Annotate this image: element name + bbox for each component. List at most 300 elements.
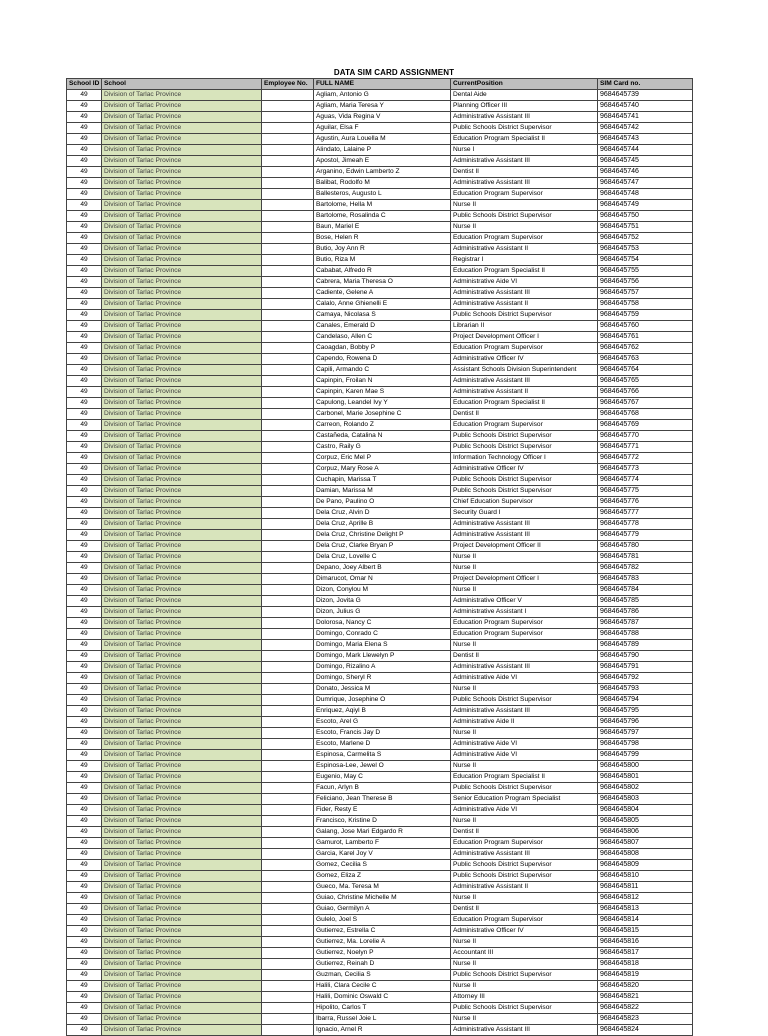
full-name-cell: Dela Cruz, Aprille B bbox=[314, 519, 451, 530]
table-row bbox=[67, 607, 693, 618]
position-cell: Administrative Assistant III bbox=[451, 662, 598, 673]
employee-no-cell bbox=[262, 354, 314, 365]
position-cell: Attorney III bbox=[451, 992, 598, 1003]
school-cell: Division of Tarlac Province bbox=[102, 321, 262, 332]
school-id-cell: 49 bbox=[67, 794, 102, 805]
table-row bbox=[67, 299, 693, 310]
table-row bbox=[67, 233, 693, 244]
table-row bbox=[67, 90, 693, 101]
sim-card-cell: 9684645823 bbox=[598, 1014, 693, 1025]
full-name-cell: Gulelo, Joel S bbox=[314, 915, 451, 926]
school-cell: Division of Tarlac Province bbox=[102, 739, 262, 750]
table-row bbox=[67, 739, 693, 750]
position-cell: Administrative Aide VI bbox=[451, 673, 598, 684]
school-id-cell: 49 bbox=[67, 574, 102, 585]
table-row bbox=[67, 310, 693, 321]
school-id-cell: 49 bbox=[67, 783, 102, 794]
school-cell: Division of Tarlac Province bbox=[102, 222, 262, 233]
table-row bbox=[67, 244, 693, 255]
school-id-cell: 49 bbox=[67, 695, 102, 706]
table-row bbox=[67, 508, 693, 519]
position-cell: Administrative Assistant III bbox=[451, 519, 598, 530]
school-id-cell: 49 bbox=[67, 409, 102, 420]
position-cell: Public Schools District Supervisor bbox=[451, 860, 598, 871]
school-id-cell: 49 bbox=[67, 332, 102, 343]
school-cell: Division of Tarlac Province bbox=[102, 90, 262, 101]
sim-card-cell: 9684645779 bbox=[598, 530, 693, 541]
school-id-cell: 49 bbox=[67, 992, 102, 1003]
sim-card-cell: 9684645777 bbox=[598, 508, 693, 519]
school-id-cell: 49 bbox=[67, 827, 102, 838]
full-name-cell: Capinpin, Froilan N bbox=[314, 376, 451, 387]
school-id-cell: 49 bbox=[67, 365, 102, 376]
school-cell: Division of Tarlac Province bbox=[102, 959, 262, 970]
school-cell: Division of Tarlac Province bbox=[102, 618, 262, 629]
employee-no-cell bbox=[262, 849, 314, 860]
school-id-cell: 49 bbox=[67, 871, 102, 882]
school-cell: Division of Tarlac Province bbox=[102, 574, 262, 585]
school-id-cell: 49 bbox=[67, 541, 102, 552]
sim-card-cell: 9684645809 bbox=[598, 860, 693, 871]
position-cell: Information Technology Officer I bbox=[451, 453, 598, 464]
full-name-cell: Gamurot, Lamberto F bbox=[314, 838, 451, 849]
school-id-cell: 49 bbox=[67, 915, 102, 926]
school-cell: Division of Tarlac Province bbox=[102, 728, 262, 739]
full-name-cell: Castañeda, Catalina N bbox=[314, 431, 451, 442]
sim-card-cell: 9684645818 bbox=[598, 959, 693, 970]
employee-no-cell bbox=[262, 596, 314, 607]
employee-no-cell bbox=[262, 145, 314, 156]
school-id-cell: 49 bbox=[67, 684, 102, 695]
employee-no-cell bbox=[262, 783, 314, 794]
school-cell: Division of Tarlac Province bbox=[102, 277, 262, 288]
school-id-cell: 49 bbox=[67, 893, 102, 904]
school-cell: Division of Tarlac Province bbox=[102, 915, 262, 926]
employee-no-cell bbox=[262, 750, 314, 761]
employee-no-cell bbox=[262, 574, 314, 585]
table-row bbox=[67, 409, 693, 420]
header-row bbox=[67, 79, 693, 90]
full-name-cell: Castro, Raily G bbox=[314, 442, 451, 453]
employee-no-cell bbox=[262, 673, 314, 684]
sim-card-cell: 9684645790 bbox=[598, 651, 693, 662]
table-row bbox=[67, 706, 693, 717]
employee-no-cell bbox=[262, 794, 314, 805]
position-cell: Project Development Officer I bbox=[451, 332, 598, 343]
school-id-cell: 49 bbox=[67, 211, 102, 222]
position-cell: Education Program Specialist II bbox=[451, 266, 598, 277]
sim-card-cell: 9684645775 bbox=[598, 486, 693, 497]
sim-card-cell: 9684645813 bbox=[598, 904, 693, 915]
full-name-cell: Fider, Resty E bbox=[314, 805, 451, 816]
table-row bbox=[67, 541, 693, 552]
employee-no-cell bbox=[262, 739, 314, 750]
employee-no-cell bbox=[262, 409, 314, 420]
school-cell: Division of Tarlac Province bbox=[102, 189, 262, 200]
position-cell: Public Schools District Supervisor bbox=[451, 310, 598, 321]
school-cell: Division of Tarlac Province bbox=[102, 376, 262, 387]
full-name-cell: Dizon, Jovita G bbox=[314, 596, 451, 607]
full-name-cell: Dela Cruz, Alvin D bbox=[314, 508, 451, 519]
full-name-cell: Butio, Riza M bbox=[314, 255, 451, 266]
school-cell: Division of Tarlac Province bbox=[102, 508, 262, 519]
employee-no-cell bbox=[262, 838, 314, 849]
table-row bbox=[67, 453, 693, 464]
school-cell: Division of Tarlac Province bbox=[102, 112, 262, 123]
full-name-cell: Gueco, Ma. Teresa M bbox=[314, 882, 451, 893]
full-name-cell: Agliam, Antonio G bbox=[314, 90, 451, 101]
employee-no-cell bbox=[262, 552, 314, 563]
sim-card-cell: 9684645821 bbox=[598, 992, 693, 1003]
employee-no-cell bbox=[262, 904, 314, 915]
position-cell: Chief Education Supervisor bbox=[451, 497, 598, 508]
sim-card-cell: 9684645763 bbox=[598, 354, 693, 365]
full-name-cell: Gutierrez, Estrella C bbox=[314, 926, 451, 937]
employee-no-cell bbox=[262, 981, 314, 992]
employee-no-cell bbox=[262, 266, 314, 277]
full-name-cell: Halili, Clara Cecile C bbox=[314, 981, 451, 992]
full-name-cell: Agustin, Aura Louella M bbox=[314, 134, 451, 145]
full-name-cell: Carbonel, Marie Josephine C bbox=[314, 409, 451, 420]
employee-no-cell bbox=[262, 508, 314, 519]
table-row bbox=[67, 398, 693, 409]
school-id-cell: 49 bbox=[67, 1014, 102, 1025]
employee-no-cell bbox=[262, 156, 314, 167]
employee-no-cell bbox=[262, 332, 314, 343]
school-id-cell: 49 bbox=[67, 706, 102, 717]
position-cell: Administrative Officer V bbox=[451, 596, 598, 607]
sim-card-cell: 9684645808 bbox=[598, 849, 693, 860]
school-id-cell: 49 bbox=[67, 464, 102, 475]
full-name-cell: Domingo, Conrado C bbox=[314, 629, 451, 640]
table-row bbox=[67, 145, 693, 156]
full-name-cell: Escoto, Francis Jay D bbox=[314, 728, 451, 739]
sim-card-cell: 9684645814 bbox=[598, 915, 693, 926]
table-row bbox=[67, 981, 693, 992]
table-row bbox=[67, 1003, 693, 1014]
sim-card-cell: 9684645774 bbox=[598, 475, 693, 486]
table-row bbox=[67, 937, 693, 948]
full-name-cell: Eugenio, May C bbox=[314, 772, 451, 783]
school-cell: Division of Tarlac Province bbox=[102, 948, 262, 959]
sim-card-cell: 9684645795 bbox=[598, 706, 693, 717]
full-name-cell: Donato, Jessica M bbox=[314, 684, 451, 695]
table-row bbox=[67, 123, 693, 134]
sim-card-cell: 9684645784 bbox=[598, 585, 693, 596]
school-cell: Division of Tarlac Province bbox=[102, 893, 262, 904]
school-cell: Division of Tarlac Province bbox=[102, 596, 262, 607]
school-cell: Division of Tarlac Province bbox=[102, 695, 262, 706]
school-cell: Division of Tarlac Province bbox=[102, 937, 262, 948]
table-row bbox=[67, 662, 693, 673]
full-name-cell: Aguas, Vida Regina V bbox=[314, 112, 451, 123]
sim-card-cell: 9684645768 bbox=[598, 409, 693, 420]
table-row bbox=[67, 640, 693, 651]
table-row bbox=[67, 827, 693, 838]
table-row bbox=[67, 497, 693, 508]
employee-no-cell bbox=[262, 937, 314, 948]
school-id-cell: 49 bbox=[67, 805, 102, 816]
employee-no-cell bbox=[262, 376, 314, 387]
employee-no-cell bbox=[262, 343, 314, 354]
sim-card-cell: 9684645817 bbox=[598, 948, 693, 959]
position-cell: Registrar I bbox=[451, 255, 598, 266]
sim-card-cell: 9684645766 bbox=[598, 387, 693, 398]
school-cell: Division of Tarlac Province bbox=[102, 750, 262, 761]
school-cell: Division of Tarlac Province bbox=[102, 343, 262, 354]
full-name-cell: Caoagdan, Bobby P bbox=[314, 343, 451, 354]
school-id-cell: 49 bbox=[67, 189, 102, 200]
position-cell: Administrative Assistant II bbox=[451, 244, 598, 255]
header-full-name: FULL NAME bbox=[314, 79, 451, 90]
school-cell: Division of Tarlac Province bbox=[102, 607, 262, 618]
position-cell: Dentist II bbox=[451, 167, 598, 178]
sim-card-cell: 9684645803 bbox=[598, 794, 693, 805]
school-cell: Division of Tarlac Province bbox=[102, 310, 262, 321]
full-name-cell: Butio, Joy Ann R bbox=[314, 244, 451, 255]
position-cell: Public Schools District Supervisor bbox=[451, 475, 598, 486]
full-name-cell: Guiao, Germilyn A bbox=[314, 904, 451, 915]
employee-no-cell bbox=[262, 497, 314, 508]
school-id-cell: 49 bbox=[67, 167, 102, 178]
position-cell: Administrative Aide VI bbox=[451, 277, 598, 288]
school-id-cell: 49 bbox=[67, 607, 102, 618]
full-name-cell: Dizon, Conylou M bbox=[314, 585, 451, 596]
school-cell: Division of Tarlac Province bbox=[102, 904, 262, 915]
sim-card-cell: 9684645754 bbox=[598, 255, 693, 266]
sim-card-cell: 9684645740 bbox=[598, 101, 693, 112]
school-cell: Division of Tarlac Province bbox=[102, 882, 262, 893]
position-cell: Education Program Supervisor bbox=[451, 618, 598, 629]
sim-card-cell: 9684645824 bbox=[598, 1025, 693, 1036]
position-cell: Nurse I bbox=[451, 145, 598, 156]
employee-no-cell bbox=[262, 530, 314, 541]
full-name-cell: Espinosa-Lee, Jewel O bbox=[314, 761, 451, 772]
school-cell: Division of Tarlac Province bbox=[102, 354, 262, 365]
employee-no-cell bbox=[262, 728, 314, 739]
full-name-cell: Garcia, Karel Joy V bbox=[314, 849, 451, 860]
school-id-cell: 49 bbox=[67, 420, 102, 431]
position-cell: Nurse II bbox=[451, 200, 598, 211]
school-cell: Division of Tarlac Province bbox=[102, 244, 262, 255]
full-name-cell: Ibarra, Russel Joie L bbox=[314, 1014, 451, 1025]
school-id-cell: 49 bbox=[67, 926, 102, 937]
position-cell: Planning Officer III bbox=[451, 101, 598, 112]
position-cell: Administrative Assistant III bbox=[451, 706, 598, 717]
position-cell: Project Development Officer I bbox=[451, 574, 598, 585]
school-cell: Division of Tarlac Province bbox=[102, 145, 262, 156]
position-cell: Education Program Supervisor bbox=[451, 838, 598, 849]
employee-no-cell bbox=[262, 607, 314, 618]
sim-card-cell: 9684645752 bbox=[598, 233, 693, 244]
sim-card-cell: 9684645822 bbox=[598, 1003, 693, 1014]
position-cell: Nurse II bbox=[451, 981, 598, 992]
table-row bbox=[67, 519, 693, 530]
full-name-cell: Dela Cruz, Lovelle C bbox=[314, 552, 451, 563]
position-cell: Education Program Supervisor bbox=[451, 189, 598, 200]
sim-card-cell: 9684645762 bbox=[598, 343, 693, 354]
school-id-cell: 49 bbox=[67, 860, 102, 871]
sim-card-cell: 9684645743 bbox=[598, 134, 693, 145]
sheet-title: DATA SIM CARD ASSIGNMENT bbox=[333, 68, 455, 77]
table-row bbox=[67, 376, 693, 387]
position-cell: Dentist II bbox=[451, 409, 598, 420]
sim-card-cell: 9684645804 bbox=[598, 805, 693, 816]
position-cell: Administrative Aide VI bbox=[451, 805, 598, 816]
full-name-cell: Damian, Marissa M bbox=[314, 486, 451, 497]
school-cell: Division of Tarlac Province bbox=[102, 486, 262, 497]
sim-card-cell: 9684645789 bbox=[598, 640, 693, 651]
employee-no-cell bbox=[262, 1025, 314, 1036]
position-cell: Project Development Officer II bbox=[451, 541, 598, 552]
full-name-cell: Escoto, Arel G bbox=[314, 717, 451, 728]
position-cell: Education Program Supervisor bbox=[451, 420, 598, 431]
full-name-cell: Gutierrez, Ma. Lorelie A bbox=[314, 937, 451, 948]
table-row bbox=[67, 101, 693, 112]
employee-no-cell bbox=[262, 717, 314, 728]
table-row bbox=[67, 695, 693, 706]
table-row bbox=[67, 750, 693, 761]
table-row bbox=[67, 530, 693, 541]
table-body bbox=[67, 90, 693, 1036]
sim-card-cell: 9684645792 bbox=[598, 673, 693, 684]
school-id-cell: 49 bbox=[67, 629, 102, 640]
school-cell: Division of Tarlac Province bbox=[102, 156, 262, 167]
employee-no-cell bbox=[262, 706, 314, 717]
employee-no-cell bbox=[262, 563, 314, 574]
sim-card-cell: 9684645760 bbox=[598, 321, 693, 332]
sim-card-cell: 9684645748 bbox=[598, 189, 693, 200]
school-id-cell: 49 bbox=[67, 662, 102, 673]
school-id-cell: 49 bbox=[67, 563, 102, 574]
position-cell: Dental Aide bbox=[451, 90, 598, 101]
full-name-cell: De Pano, Paulino O bbox=[314, 497, 451, 508]
table-row bbox=[67, 596, 693, 607]
table-row bbox=[67, 904, 693, 915]
employee-no-cell bbox=[262, 970, 314, 981]
sim-card-cell: 9684645805 bbox=[598, 816, 693, 827]
school-cell: Division of Tarlac Province bbox=[102, 640, 262, 651]
sim-card-cell: 9684645810 bbox=[598, 871, 693, 882]
school-cell: Division of Tarlac Province bbox=[102, 871, 262, 882]
table-row bbox=[67, 266, 693, 277]
full-name-cell: Espinosa, Carmelita S bbox=[314, 750, 451, 761]
employee-no-cell bbox=[262, 629, 314, 640]
table-row bbox=[67, 552, 693, 563]
position-cell: Nurse II bbox=[451, 222, 598, 233]
school-id-cell: 49 bbox=[67, 849, 102, 860]
school-id-cell: 49 bbox=[67, 937, 102, 948]
school-cell: Division of Tarlac Province bbox=[102, 794, 262, 805]
sim-card-cell: 9684645782 bbox=[598, 563, 693, 574]
position-cell: Assistant Schools Division Superintendent bbox=[451, 365, 598, 376]
employee-no-cell bbox=[262, 475, 314, 486]
position-cell: Administrative Assistant III bbox=[451, 530, 598, 541]
school-id-cell: 49 bbox=[67, 739, 102, 750]
position-cell: Nurse II bbox=[451, 959, 598, 970]
position-cell: Education Program Specialist II bbox=[451, 772, 598, 783]
sim-card-cell: 9684645753 bbox=[598, 244, 693, 255]
sim-card-cell: 9684645816 bbox=[598, 937, 693, 948]
position-cell: Accountant III bbox=[451, 948, 598, 959]
position-cell: Education Program Supervisor bbox=[451, 233, 598, 244]
table-row bbox=[67, 926, 693, 937]
employee-no-cell bbox=[262, 123, 314, 134]
table-row bbox=[67, 684, 693, 695]
employee-no-cell bbox=[262, 882, 314, 893]
school-cell: Division of Tarlac Province bbox=[102, 970, 262, 981]
employee-no-cell bbox=[262, 761, 314, 772]
full-name-cell: Alindato, Lalaine P bbox=[314, 145, 451, 156]
school-cell: Division of Tarlac Province bbox=[102, 651, 262, 662]
school-cell: Division of Tarlac Province bbox=[102, 981, 262, 992]
header-school-id: School ID bbox=[67, 79, 102, 90]
school-id-cell: 49 bbox=[67, 981, 102, 992]
sim-card-cell: 9684645785 bbox=[598, 596, 693, 607]
employee-no-cell bbox=[262, 1003, 314, 1014]
full-name-cell: Dumrique, Josephine O bbox=[314, 695, 451, 706]
school-id-cell: 49 bbox=[67, 816, 102, 827]
full-name-cell: Corpuz, Eric Mel P bbox=[314, 453, 451, 464]
sim-card-cell: 9684645820 bbox=[598, 981, 693, 992]
sim-card-cell: 9684645794 bbox=[598, 695, 693, 706]
full-name-cell: Gomez, Cecilia S bbox=[314, 860, 451, 871]
employee-no-cell bbox=[262, 893, 314, 904]
table-row bbox=[67, 882, 693, 893]
table-row bbox=[67, 673, 693, 684]
school-id-cell: 49 bbox=[67, 266, 102, 277]
school-id-cell: 49 bbox=[67, 310, 102, 321]
school-id-cell: 49 bbox=[67, 530, 102, 541]
school-cell: Division of Tarlac Province bbox=[102, 541, 262, 552]
full-name-cell: Corpuz, Mary Rose A bbox=[314, 464, 451, 475]
position-cell: Public Schools District Supervisor bbox=[451, 695, 598, 706]
sim-card-cell: 9684645781 bbox=[598, 552, 693, 563]
school-id-cell: 49 bbox=[67, 673, 102, 684]
school-id-cell: 49 bbox=[67, 838, 102, 849]
school-cell: Division of Tarlac Province bbox=[102, 409, 262, 420]
table-row bbox=[67, 860, 693, 871]
position-cell: Administrative Aide VI bbox=[451, 739, 598, 750]
header-sim-card-no: SIM Card no. bbox=[598, 79, 693, 90]
full-name-cell: Balibat, Rodolfo M bbox=[314, 178, 451, 189]
employee-no-cell bbox=[262, 112, 314, 123]
school-cell: Division of Tarlac Province bbox=[102, 266, 262, 277]
school-id-cell: 49 bbox=[67, 519, 102, 530]
full-name-cell: Guzman, Cecilia S bbox=[314, 970, 451, 981]
sim-card-cell: 9684645767 bbox=[598, 398, 693, 409]
employee-no-cell bbox=[262, 233, 314, 244]
position-cell: Education Program Specialist II bbox=[451, 134, 598, 145]
position-cell: Administrative Assistant III bbox=[451, 288, 598, 299]
sim-card-cell: 9684645758 bbox=[598, 299, 693, 310]
full-name-cell: Guiao, Christine Michelle M bbox=[314, 893, 451, 904]
table-row bbox=[67, 354, 693, 365]
school-id-cell: 49 bbox=[67, 453, 102, 464]
school-id-cell: 49 bbox=[67, 112, 102, 123]
table-row bbox=[67, 948, 693, 959]
employee-no-cell bbox=[262, 695, 314, 706]
full-name-cell: Gutierrez, Reinah D bbox=[314, 959, 451, 970]
employee-no-cell bbox=[262, 134, 314, 145]
sim-card-cell: 9684645798 bbox=[598, 739, 693, 750]
position-cell: Administrative Aide II bbox=[451, 717, 598, 728]
school-cell: Division of Tarlac Province bbox=[102, 299, 262, 310]
position-cell: Nurse II bbox=[451, 1014, 598, 1025]
employee-no-cell bbox=[262, 464, 314, 475]
employee-no-cell bbox=[262, 277, 314, 288]
school-id-cell: 49 bbox=[67, 596, 102, 607]
